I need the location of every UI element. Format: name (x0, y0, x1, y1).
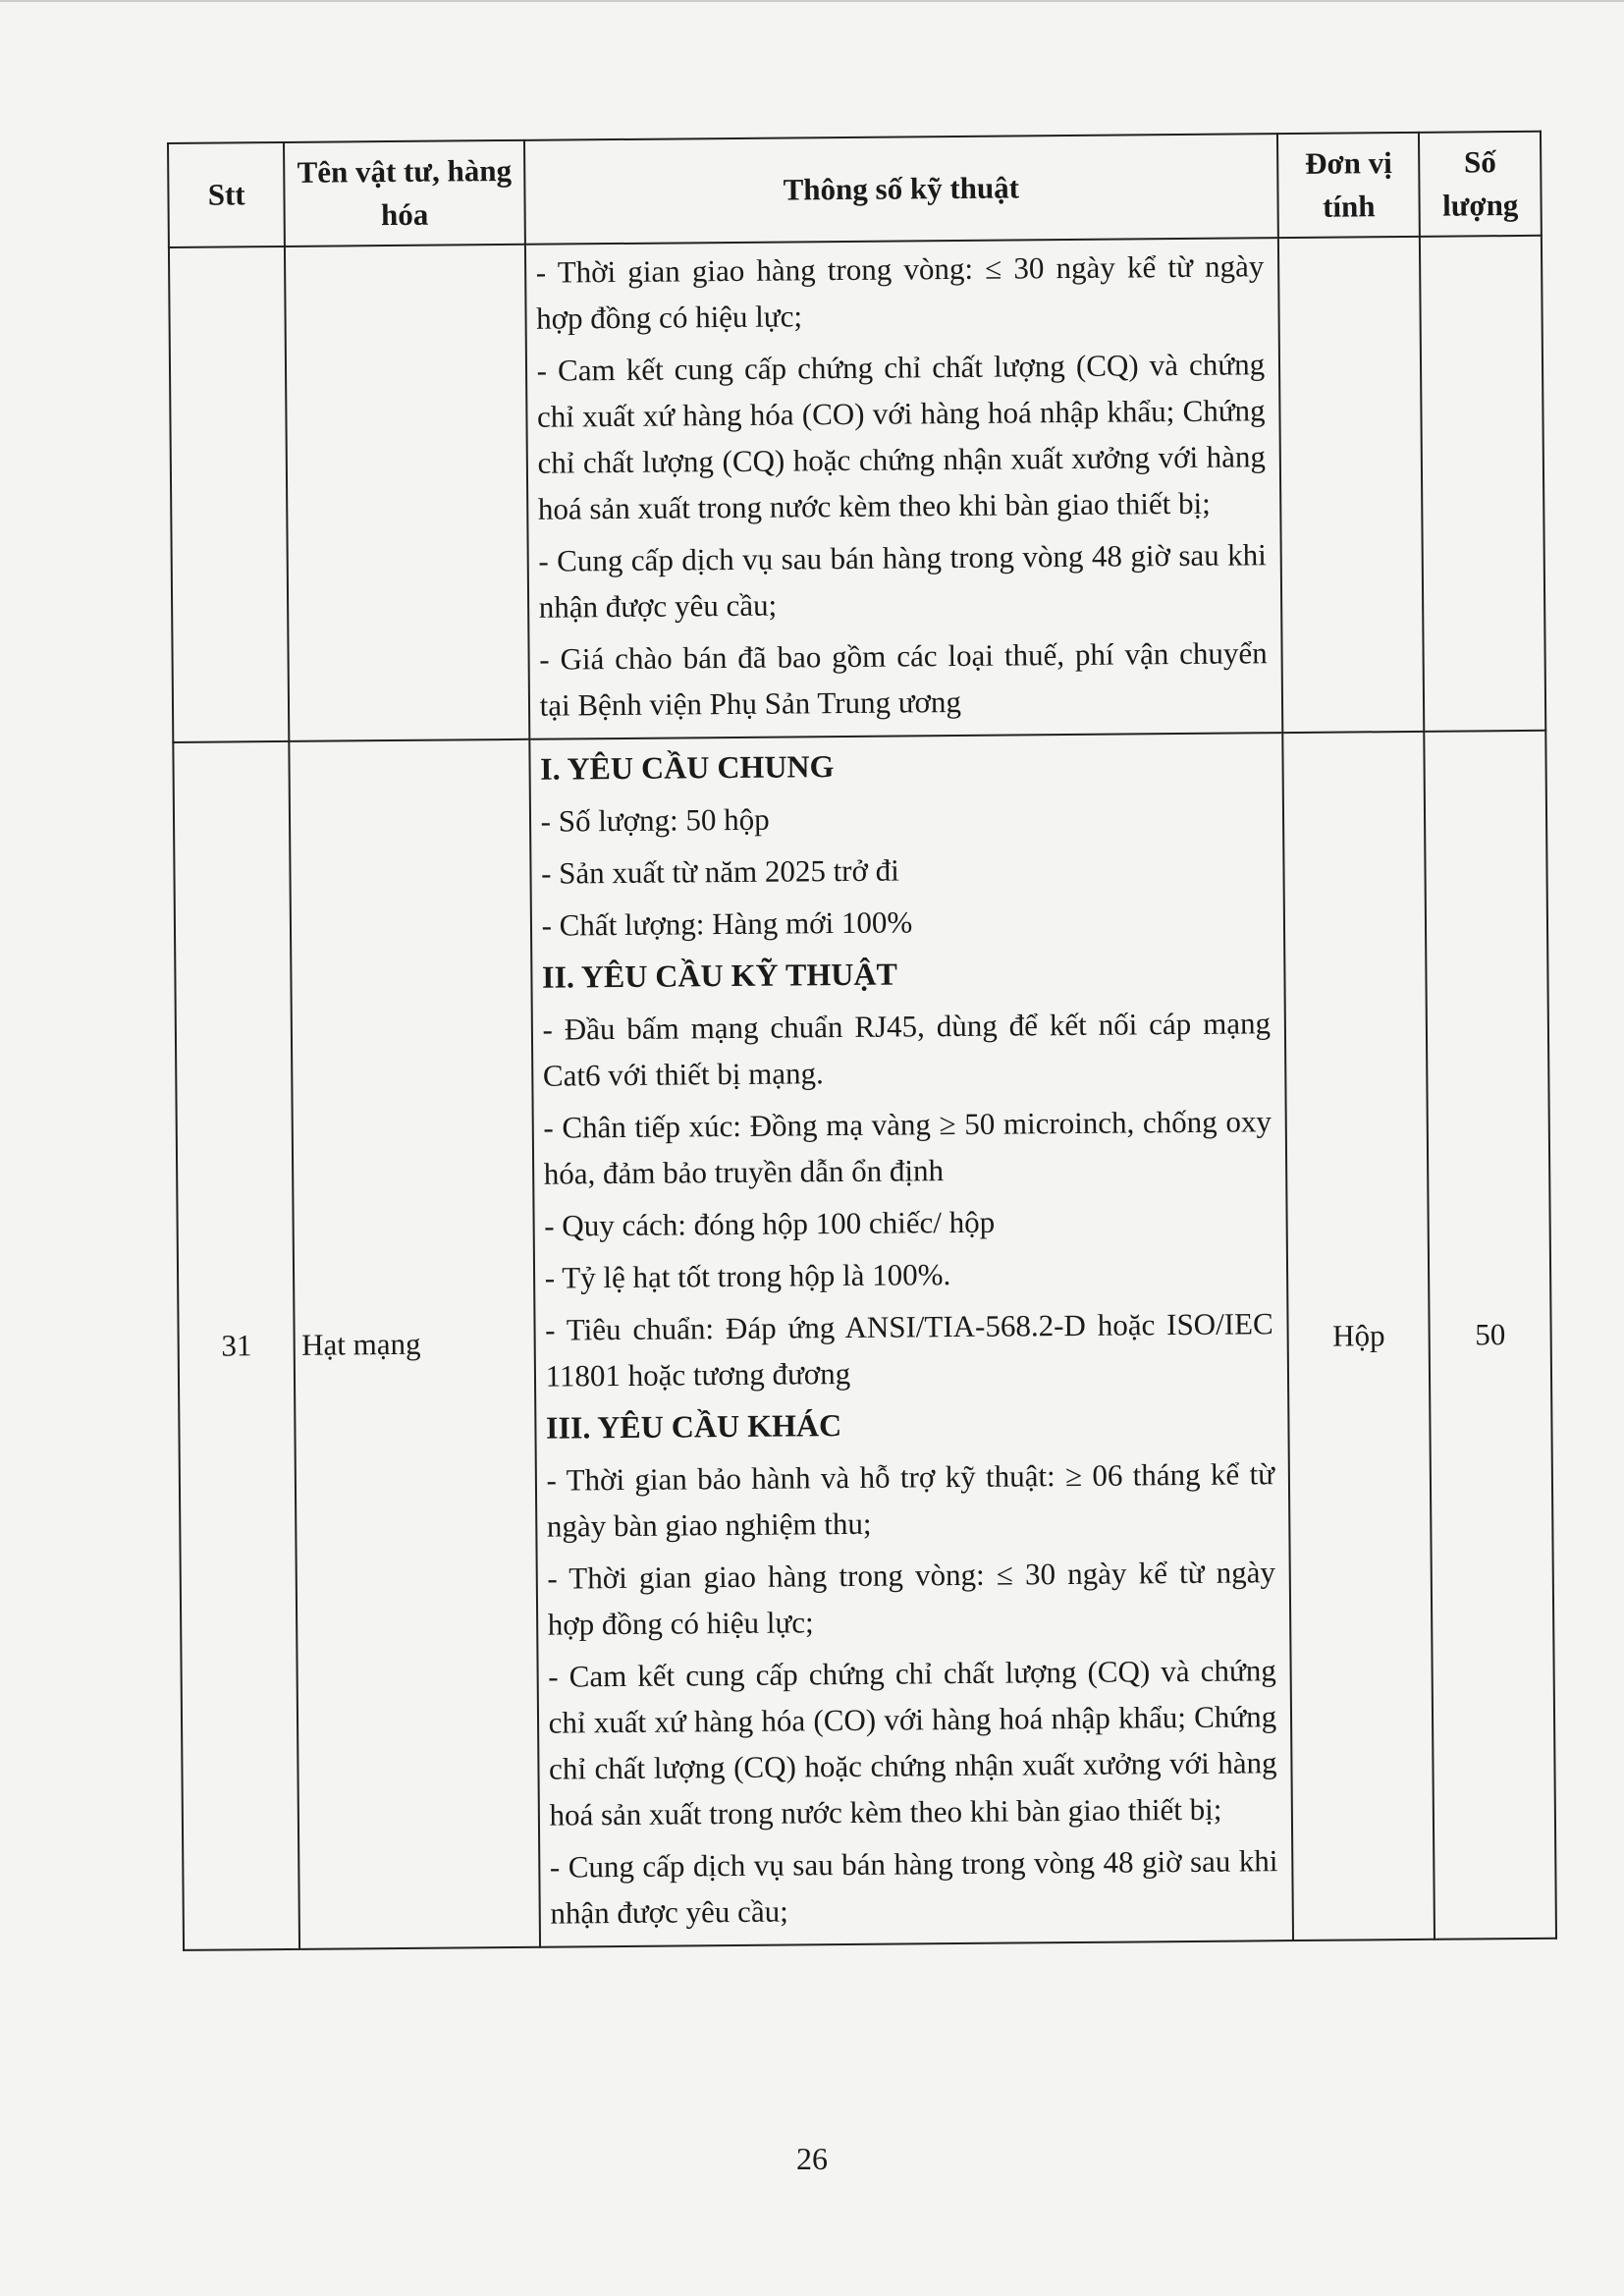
cell-unit: Hộp (1282, 732, 1435, 1941)
cell-spec (529, 733, 1293, 1947)
header-stt: Stt (168, 142, 285, 247)
page-number: 26 (796, 2141, 828, 2176)
spec-line: - Sản xuất từ năm 2025 trở đi (540, 852, 899, 891)
header-spec: Thông số kỹ thuật (524, 134, 1278, 245)
spec-line: - Thời gian giao hàng trong vòng: ≤ 30 ngày kể từ ngày hợp đồng có hiệu lực; (535, 248, 1265, 336)
cell-qty: 50 (1425, 731, 1556, 1940)
cell-unit-empty (1278, 237, 1425, 733)
cell-spec-continued (525, 238, 1283, 739)
spec-line: - Chất lượng: Hàng mới 100% (541, 904, 913, 943)
table-row-continued (169, 236, 1545, 742)
spec-line: - Thời gian bảo hành và hỗ trợ kỹ thuật: ≥ 06 tháng kể từ ngày bàn giao nghiệm thu; (546, 1456, 1275, 1544)
cell-qty-empty (1420, 236, 1545, 732)
cell-item-name: Hạt mạng (290, 739, 540, 1949)
table-row-item-31 (173, 731, 1556, 1950)
spec-line: - Quy cách: đóng hộp 100 chiếc/ hộp (544, 1204, 996, 1243)
table-header-row (168, 132, 1542, 247)
cell-name-empty (285, 245, 529, 741)
spec-line: - Đầu bấm mạng chuẩn RJ45, dùng để kết nối cáp mạng Cat6 với thiết bị mạng. (542, 1006, 1272, 1093)
spec-line: - Giá chào bán đã bao gồm các loại thuế, phí vận chuyển tại Bệnh viện Phụ Sản Trung ương (539, 635, 1268, 723)
section-title-general: I. YÊU CẦU CHUNG (540, 748, 835, 787)
header-qty: Số lượng (1419, 132, 1542, 237)
spec-line: - Cung cấp dịch vụ sau bán hàng trong vòng 48 giờ sau khi nhận được yêu cầu; (538, 537, 1267, 625)
section-title-technical: II. YÊU CẦU KỸ THUẬT (541, 956, 898, 995)
cell-stt: 31 (173, 741, 299, 1950)
spec-table (167, 131, 1557, 1951)
spec-line: - Tỷ lệ hạt tốt trong hộp là 100%. (544, 1257, 951, 1295)
header-unit: Đơn vị tính (1277, 133, 1420, 238)
header-name: Tên vật tư, hàng hóa (284, 140, 524, 246)
spec-line: - Cam kết cung cấp chứng chỉ chất lượng (CQ) và chứng chỉ xuất xứ hàng hóa (CO) với hàng hoá nhập khẩu; Chứng chỉ chất lượng (CQ) hoặc chứng nhận xuất xưởng với hàng hoá sản xuất trong nước kèm theo khi bàn giao thiết bị; (536, 347, 1267, 526)
spec-line: - Tiêu chuẩn: Đáp ứng ANSI/TIA-568.2-D hoặc ISO/IEC 11801 hoặc tương đương (545, 1306, 1273, 1394)
spec-line: - Chân tiếp xúc: Đồng mạ vàng ≥ 50 microinch, chống oxy hóa, đảm bảo truyền dẫn ổn định (543, 1104, 1272, 1191)
spec-line: - Cam kết cung cấp chứng chỉ chất lượng (CQ) và chứng chỉ xuất xứ hàng hóa (CO) với hàng hoá nhập khẩu; Chứng chỉ chất lượng (CQ) hoặc chứng nhận xuất xưởng với hàng hoá sản xuất trong nước kèm theo khi bàn giao thiết bị; (548, 1653, 1277, 1832)
spec-line: - Cung cấp dịch vụ sau bán hàng trong vòng 48 giờ sau khi nhận được yêu cầu; (549, 1843, 1278, 1931)
page-top-border (0, 0, 1624, 2)
cell-stt-empty (169, 246, 290, 742)
section-title-other: III. YÊU CẦU KHÁC (545, 1407, 842, 1446)
spec-line: - Thời gian giao hàng trong vòng: ≤ 30 ngày kể từ ngày hợp đồng có hiệu lực; (547, 1555, 1276, 1642)
spec-line: - Số lượng: 50 hộp (540, 801, 770, 839)
